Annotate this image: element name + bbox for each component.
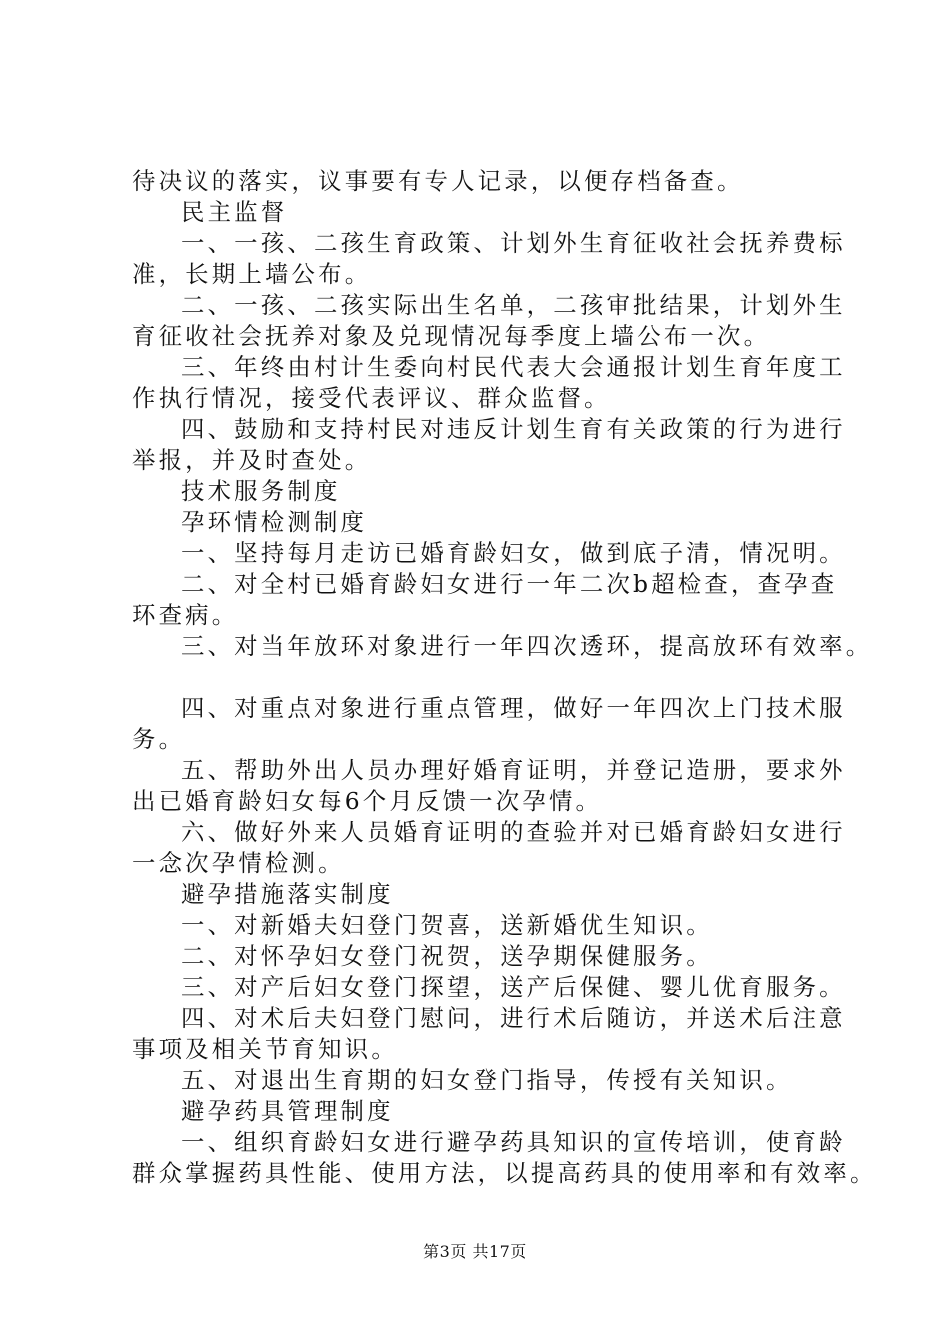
blank-line	[132, 662, 844, 693]
text-line: 三、对产后妇女登门探望，送产后保健、婴儿优育服务。	[181, 973, 846, 1001]
section-heading: 孕环情检测制度	[181, 508, 368, 536]
page-footer: 第3页 共17页	[423, 1242, 527, 1261]
text-line: 群众掌握药具性能、使用方法，以提高药具的使用率和有效率。	[132, 1159, 877, 1187]
text-line: 四、鼓励和支持村民对违反计划生育有关政策的行为进行	[181, 415, 846, 443]
text-line: 环查病。	[132, 601, 239, 629]
text-line: 待决议的落实，议事要有专人记录，以便存档备查。	[132, 167, 744, 195]
section-heading: 避孕药具管理制度	[181, 1097, 394, 1125]
document-body	[132, 166, 877, 1189]
text-line: 一念次孕情检测。	[132, 849, 345, 877]
text-line: 作执行情况，接受代表评议、群众监督。	[132, 384, 611, 412]
text-line: 五、帮助外出人员办理好婚育证明，并登记造册，要求外	[181, 756, 846, 784]
section-heading: 技术服务制度	[181, 477, 341, 505]
text-line: 四、对术后夫妇登门慰问，进行术后随访，并送术后注意	[181, 1004, 846, 1032]
text-line: 举报，并及时查处。	[132, 446, 372, 474]
text-line: 出已婚育龄妇女每6个月反馈一次孕情。	[132, 787, 603, 815]
text-line: 一、组织育龄妇女进行避孕药具知识的宣传培训，使育龄	[181, 1128, 846, 1156]
text-line: 二、一孩、二孩实际出生名单，二孩审批结果，计划外生	[181, 291, 846, 319]
text-line: 二、对全村已婚育龄妇女进行一年二次b超检查，查孕查	[181, 570, 838, 598]
text-line: 务。	[132, 725, 186, 753]
text-line: 六、做好外来人员婚育证明的查验并对已婚育龄妇女进行	[181, 818, 846, 846]
text-line: 四、对重点对象进行重点管理，做好一年四次上门技术服	[181, 694, 846, 722]
text-line: 三、对当年放环对象进行一年四次透环，提高放环有效率。	[181, 632, 873, 660]
section-heading: 避孕措施落实制度	[181, 880, 394, 908]
section-heading: 民主监督	[181, 198, 288, 226]
text-line: 五、对退出生育期的妇女登门指导，传授有关知识。	[181, 1066, 793, 1094]
text-line: 育征收社会抚养对象及兑现情况每季度上墙公布一次。	[132, 322, 771, 350]
text-line: 一、坚持每月走访已婚育龄妇女，做到底子清，情况明。	[181, 539, 846, 567]
text-line: 二、对怀孕妇女登门祝贺，送孕期保健服务。	[181, 942, 713, 970]
text-line: 准，长期上墙公布。	[132, 260, 372, 288]
text-line: 事项及相关节育知识。	[132, 1035, 398, 1063]
text-line: 三、年终由村计生委向村民代表大会通报计划生育年度工	[181, 353, 846, 381]
text-line: 一、一孩、二孩生育政策、计划外生育征收社会抚养费标	[181, 229, 846, 257]
text-line: 一、对新婚夫妇登门贺喜，送新婚优生知识。	[181, 911, 713, 939]
